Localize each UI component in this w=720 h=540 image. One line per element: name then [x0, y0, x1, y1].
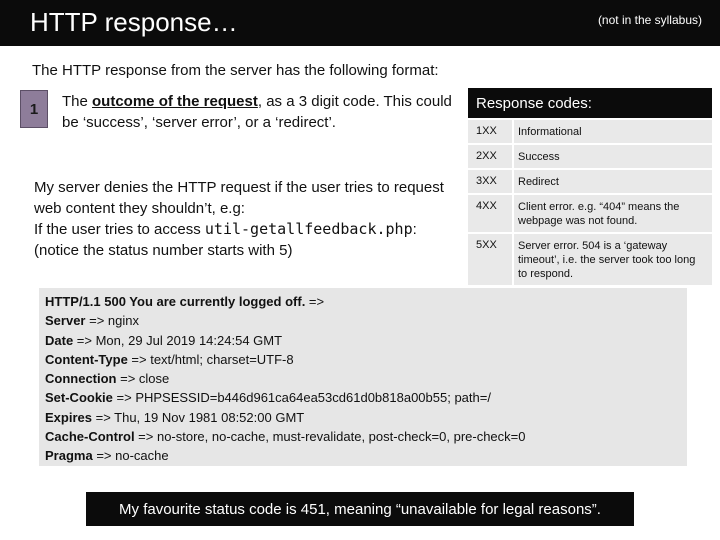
http-value: => Thu, 19 Nov 1981 08:52:00 GMT [91, 409, 305, 425]
response-codes-title: Response codes: [468, 88, 712, 118]
http-line [45, 388, 681, 407]
http-value: => text/html; charset=UTF-8 [127, 351, 294, 367]
server-filename: util-getallfeedback.php [204, 220, 413, 238]
code-row [468, 170, 712, 193]
http-key: Set-Cookie [45, 390, 113, 406]
http-value: => [305, 294, 325, 309]
http-key: Content-Type [45, 351, 128, 367]
http-line [45, 311, 681, 330]
http-line [45, 446, 681, 465]
intro-text: The HTTP response from the server has the following format: [32, 62, 439, 79]
code-row [468, 234, 712, 285]
http-key: Cache-Control [45, 429, 135, 445]
point-prefix: The [62, 93, 93, 110]
http-key: Pragma [45, 448, 93, 464]
http-value: => no-store, no-cache, must-revalidate, post-check=0, pre-check=0 [134, 429, 526, 445]
server-note [34, 177, 474, 261]
code-description: Client error. e.g. “404” means the webpage was not found. [512, 195, 712, 232]
code-value: 1XX [476, 125, 497, 137]
code-value: 3XX [476, 175, 497, 187]
code-description: Informational [512, 120, 712, 143]
code-row [468, 195, 712, 232]
server-line-2 [34, 219, 474, 240]
http-value: => nginx [85, 313, 139, 329]
http-key: Connection [45, 371, 117, 387]
http-response-box [39, 288, 687, 466]
point-suffix: , as a 3 digit code. This could be ‘success’, ‘server error’, or a ‘redirect’. [62, 93, 452, 131]
http-key: HTTP/1.1 500 You are currently logged off. [45, 294, 306, 309]
http-key: Server [45, 313, 86, 329]
favourite-code-banner: My favourite status code is 451, meaning “unavailable for legal reasons”. [86, 492, 634, 526]
server-line-3: (notice the status number starts with 5) [34, 242, 293, 259]
server-line-1: My server denies the HTTP request if the user tries to request web content they shouldn’t, e.g: [34, 179, 444, 217]
point-emphasis: outcome of the request [92, 93, 258, 110]
code-row [468, 145, 712, 168]
http-key: Expires [45, 409, 92, 425]
http-value: => PHPSESSID=b446d961ca64ea53cd61d0b818a00b55; path=/ [112, 390, 491, 406]
code-description: Success [512, 145, 712, 168]
code-value: 4XX [476, 200, 497, 212]
http-line [45, 350, 681, 369]
point-number-badge: 1 [20, 90, 48, 128]
http-line [45, 292, 681, 311]
code-value: 2XX [476, 150, 497, 162]
http-line [45, 408, 681, 427]
http-value: => Mon, 29 Jul 2019 14:24:54 GMT [73, 332, 283, 348]
syllabus-note: (not in the syllabus) [597, 13, 702, 27]
server-line-2-suffix: : [412, 221, 417, 238]
title-bar [0, 0, 720, 46]
http-value: => no-cache [92, 448, 169, 464]
code-row [468, 120, 712, 143]
http-key: Date [45, 332, 74, 348]
http-line [45, 427, 681, 446]
http-line [45, 331, 681, 350]
code-description: Server error. 504 is a ‘gateway timeout’, i.e. the server took too long to respond. [512, 234, 712, 285]
code-description: Redirect [512, 170, 712, 193]
server-line-2-prefix: If the user tries to access [34, 221, 205, 238]
code-value: 5XX [476, 239, 497, 251]
page-title: HTTP response… [30, 7, 238, 37]
http-value: => close [116, 371, 170, 387]
response-codes-table [468, 88, 712, 285]
point-text [62, 91, 452, 133]
http-line [45, 369, 681, 388]
